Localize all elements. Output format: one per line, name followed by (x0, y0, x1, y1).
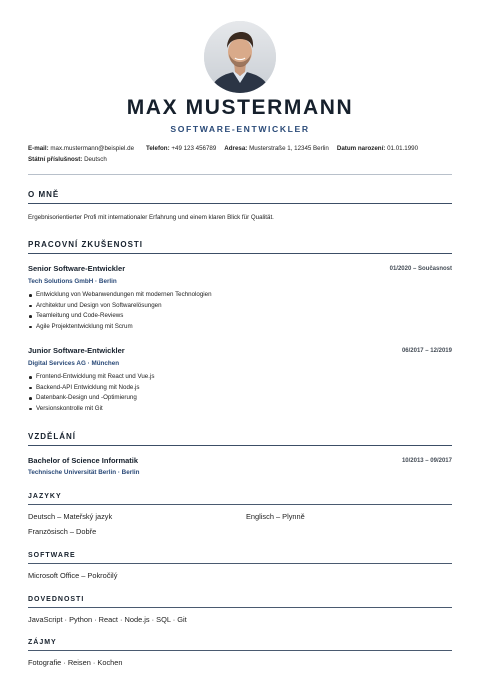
section-title-interests: ZÁJMY (28, 639, 57, 646)
list-item: Versionskontrolle mit Git (28, 404, 154, 415)
birth-label: Datum narození: (336, 145, 386, 152)
job-organization: Tech Solutions GmbH · Berlin (28, 278, 117, 285)
job-title: Junior Software-Entwickler (28, 346, 125, 355)
list-item: Datenbank-Design und -Optimierung (28, 393, 154, 404)
section-rule-languages (28, 504, 452, 505)
interests-text: Fotografie · Reisen · Kochen (28, 658, 123, 667)
language-item: Deutsch – Mateřský jazyk (28, 512, 113, 521)
contact-nationality (28, 154, 107, 165)
header-divider (28, 174, 452, 175)
contact-block (28, 143, 458, 165)
phone-value: +49 123 456789 (171, 145, 217, 152)
list-item: Entwicklung von Webanwendungen mit modernen Technologien (28, 290, 212, 301)
job-bullets (28, 372, 154, 414)
section-title-experience: PRACOVNÍ ZKUŠENOSTI (28, 240, 144, 249)
portrait-image (204, 21, 276, 93)
skills-text: JavaScript · Python · React · Node.js · SQL · Git (28, 615, 187, 624)
section-title-skills: DOVEDNOSTI (28, 596, 85, 603)
profile-photo (204, 21, 276, 93)
job-organization: Digital Services AG · München (28, 360, 120, 367)
list-item: Teamleitung und Code-Reviews (28, 311, 212, 322)
list-item: Backend-API Entwicklung mit Node.js (28, 383, 154, 394)
job-dates: 01/2020 – Současnost (389, 266, 452, 272)
email-value: max.mustermann@beispiel.de (50, 145, 135, 152)
contact-phone (146, 143, 216, 154)
section-title-software: SOFTWARE (28, 552, 76, 559)
section-rule-experience (28, 253, 452, 254)
school-name: Technische Universität Berlin · Berlin (28, 469, 140, 476)
list-item: Frontend-Entwicklung mit React und Vue.js (28, 372, 154, 383)
phone-label: Telefon: (146, 145, 170, 152)
section-rule-software (28, 563, 452, 564)
language-item: Französisch – Dobře (28, 527, 97, 536)
contact-row-1 (28, 143, 458, 154)
address-value: Musterstraße 1, 12345 Berlin (249, 145, 329, 152)
about-text: Ergebnisorientierter Profi mit internationaler Erfahrung und einem klaren Blick für Qualität. (28, 214, 274, 221)
section-title-education: VZDĚLÁNÍ (28, 432, 76, 441)
address-label: Adresa: (224, 145, 248, 152)
contact-address (224, 143, 329, 154)
education-dates: 10/2013 – 09/2017 (401, 458, 452, 464)
section-rule-interests (28, 650, 452, 651)
degree-title: Bachelor of Science Informatik (28, 456, 139, 465)
birth-value: 01.01.1990 (387, 145, 419, 152)
language-item: Englisch – Plynně (246, 512, 305, 521)
nationality-value: Deutsch (84, 156, 107, 163)
job-bullets (28, 290, 212, 332)
contact-birth (337, 143, 418, 154)
job-title: Senior Software-Entwickler (28, 264, 126, 273)
software-text: Microsoft Office – Pokročilý (28, 571, 118, 580)
contact-row-2 (28, 154, 458, 165)
person-role: SOFTWARE-ENTWICKLER (170, 124, 310, 134)
section-title-languages: JAZYKY (28, 493, 62, 500)
job-dates: 06/2017 – 12/2019 (401, 348, 452, 354)
section-rule-education (28, 445, 452, 446)
section-title-about: O MNĚ (28, 190, 60, 199)
nationality-label: Státní příslušnost: (28, 156, 83, 163)
section-rule-skills (28, 607, 452, 608)
contact-email (28, 143, 134, 154)
list-item: Architektur und Design von Softwarelösungen (28, 301, 212, 312)
email-label: E-mail: (28, 145, 49, 152)
person-name: MAX MUSTERMANN (126, 96, 354, 119)
section-rule-about (28, 203, 452, 204)
list-item: Agile Projektentwicklung mit Scrum (28, 322, 212, 333)
